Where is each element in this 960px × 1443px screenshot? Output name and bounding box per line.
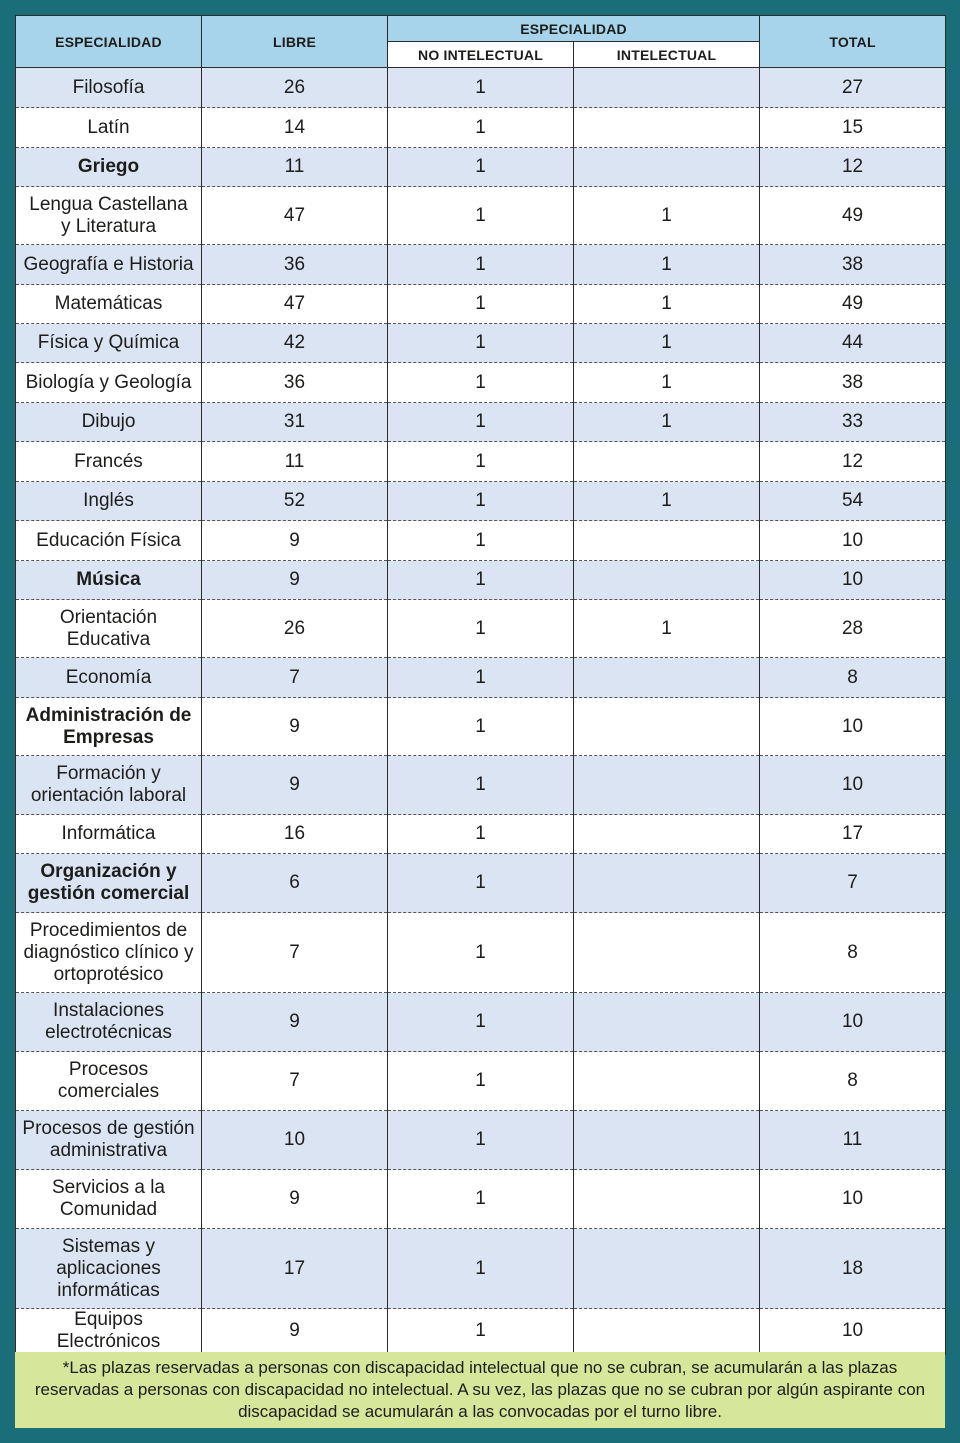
cell-libre: 7 [202,913,388,993]
header-no-intelectual: NO INTELECTUAL [388,42,574,68]
header-libre: LIBRE [202,16,388,68]
cell-libre: 9 [202,756,388,815]
cell-libre: 7 [202,658,388,698]
cell-intelectual [574,68,760,108]
cell-total: 18 [760,1229,946,1309]
cell-intelectual [574,148,760,187]
cell-total: 8 [760,658,946,698]
cell-no-intelectual: 1 [388,1052,574,1111]
cell-no-intelectual: 1 [388,187,574,245]
cell-libre: 14 [202,108,388,148]
cell-intelectual: 1 [574,600,760,658]
cell-intelectual [574,993,760,1052]
cell-intelectual: 1 [574,482,760,521]
cell-libre: 16 [202,815,388,854]
cell-especialidad: Administración de Empresas [16,698,202,756]
cell-no-intelectual: 1 [388,1111,574,1170]
table-row [16,521,946,561]
cell-especialidad: Francés [16,442,202,482]
table-row [16,187,946,245]
table-row [16,285,946,324]
cell-no-intelectual: 1 [388,403,574,442]
cell-libre: 7 [202,1052,388,1111]
cell-no-intelectual: 1 [388,913,574,993]
cell-especialidad: Procesos de gestión administrativa [16,1111,202,1170]
cell-total: 12 [760,148,946,187]
cell-no-intelectual: 1 [388,993,574,1052]
header-especialidad-group: ESPECIALIDAD [388,16,760,42]
table-row [16,815,946,854]
cell-intelectual [574,1170,760,1229]
cell-especialidad: Servicios a la Comunidad [16,1170,202,1229]
cell-especialidad: Música [16,561,202,600]
cell-no-intelectual: 1 [388,698,574,756]
cell-intelectual: 1 [574,187,760,245]
cell-no-intelectual: 1 [388,245,574,285]
cell-total: 27 [760,68,946,108]
cell-no-intelectual: 1 [388,148,574,187]
cell-especialidad: Sistemas y aplicaciones informáticas [16,1229,202,1309]
table-body [16,68,946,1355]
cell-total: 44 [760,324,946,363]
cell-intelectual [574,815,760,854]
cell-especialidad: Inglés [16,482,202,521]
cell-total: 10 [760,993,946,1052]
cell-libre: 52 [202,482,388,521]
cell-intelectual [574,108,760,148]
cell-no-intelectual: 1 [388,521,574,561]
footnote: *Las plazas reservadas a personas con discapacidad intelectual que no se cubran, se acumularán a las plazas reservadas a personas con discapacidad no intelectual. A su vez, las plazas que no se cubran por algún aspirante con discapacidad se acumularán a las convocadas por el turno libre. [15,1352,945,1428]
cell-especialidad: Dibujo [16,403,202,442]
table-row [16,1111,946,1170]
cell-no-intelectual: 1 [388,442,574,482]
table-row [16,913,946,993]
table-row [16,1229,946,1309]
cell-libre: 42 [202,324,388,363]
cell-total: 49 [760,285,946,324]
cell-especialidad: Procedimientos de diagnóstico clínico y ortoprotésico [16,913,202,993]
cell-especialidad: Biología y Geología [16,363,202,403]
cell-intelectual: 1 [574,363,760,403]
cell-total: 10 [760,756,946,815]
table-row [16,698,946,756]
cell-libre: 9 [202,521,388,561]
table-row [16,68,946,108]
cell-total: 15 [760,108,946,148]
cell-intelectual: 1 [574,285,760,324]
cell-intelectual [574,1111,760,1170]
cell-no-intelectual: 1 [388,68,574,108]
cell-intelectual [574,1229,760,1309]
cell-libre: 26 [202,600,388,658]
cell-total: 7 [760,854,946,913]
table-row [16,561,946,600]
cell-total: 11 [760,1111,946,1170]
cell-no-intelectual: 1 [388,854,574,913]
cell-no-intelectual: 1 [388,1229,574,1309]
table-row [16,854,946,913]
cell-libre: 10 [202,1111,388,1170]
cell-especialidad: Lengua Castellana y Literatura [16,187,202,245]
cell-intelectual: 1 [574,324,760,363]
cell-libre: 36 [202,245,388,285]
cell-libre: 17 [202,1229,388,1309]
table-header [16,16,946,68]
cell-intelectual: 1 [574,403,760,442]
cell-no-intelectual: 1 [388,600,574,658]
cell-libre: 6 [202,854,388,913]
cell-libre: 9 [202,1170,388,1229]
cell-especialidad: Matemáticas [16,285,202,324]
cell-especialidad: Economía [16,658,202,698]
header-intelectual: INTELECTUAL [574,42,760,68]
cell-no-intelectual: 1 [388,482,574,521]
cell-no-intelectual: 1 [388,108,574,148]
table-row [16,108,946,148]
cell-libre: 9 [202,1309,388,1355]
cell-especialidad: Filosofía [16,68,202,108]
cell-total: 54 [760,482,946,521]
cell-total: 8 [760,913,946,993]
table-row [16,363,946,403]
cell-libre: 9 [202,698,388,756]
header-especialidad: ESPECIALIDAD [16,16,202,68]
table-row [16,1309,946,1355]
table-row [16,658,946,698]
cell-total: 10 [760,698,946,756]
cell-especialidad: Procesos comerciales [16,1052,202,1111]
cell-no-intelectual: 1 [388,285,574,324]
table-frame [15,15,945,1428]
cell-no-intelectual: 1 [388,815,574,854]
cell-especialidad: Educación Física [16,521,202,561]
cell-especialidad: Física y Química [16,324,202,363]
table-row [16,756,946,815]
table-row [16,1170,946,1229]
table-row [16,482,946,521]
cell-libre: 47 [202,285,388,324]
cell-especialidad: Formación y orientación laboral [16,756,202,815]
cell-intelectual [574,913,760,993]
cell-no-intelectual: 1 [388,363,574,403]
cell-libre: 11 [202,148,388,187]
cell-total: 38 [760,245,946,285]
cell-intelectual [574,521,760,561]
cell-especialidad: Geografía e Historia [16,245,202,285]
cell-libre: 36 [202,363,388,403]
cell-libre: 9 [202,561,388,600]
table-row [16,245,946,285]
cell-no-intelectual: 1 [388,324,574,363]
cell-total: 28 [760,600,946,658]
cell-intelectual [574,1309,760,1355]
cell-intelectual [574,658,760,698]
cell-intelectual [574,561,760,600]
cell-total: 38 [760,363,946,403]
cell-especialidad: Organización y gestión comercial [16,854,202,913]
cell-intelectual: 1 [574,245,760,285]
table-row [16,993,946,1052]
table-row [16,442,946,482]
cell-no-intelectual: 1 [388,561,574,600]
cell-no-intelectual: 1 [388,1309,574,1355]
table-row [16,1052,946,1111]
cell-total: 10 [760,1170,946,1229]
cell-especialidad: Griego [16,148,202,187]
cell-total: 10 [760,521,946,561]
cell-libre: 11 [202,442,388,482]
cell-intelectual [574,1052,760,1111]
cell-total: 8 [760,1052,946,1111]
cell-especialidad: Equipos Electrónicos [16,1309,202,1355]
header-total: TOTAL [760,16,946,68]
cell-total: 10 [760,561,946,600]
cell-no-intelectual: 1 [388,658,574,698]
cell-total: 49 [760,187,946,245]
plazas-table [15,15,946,1355]
cell-especialidad: Orientación Educativa [16,600,202,658]
table-row [16,324,946,363]
cell-intelectual [574,854,760,913]
cell-libre: 47 [202,187,388,245]
cell-total: 17 [760,815,946,854]
cell-total: 12 [760,442,946,482]
cell-especialidad: Latín [16,108,202,148]
cell-libre: 9 [202,993,388,1052]
cell-especialidad: Instalaciones electrotécnicas [16,993,202,1052]
cell-intelectual [574,756,760,815]
cell-libre: 31 [202,403,388,442]
table-row [16,148,946,187]
cell-no-intelectual: 1 [388,1170,574,1229]
cell-libre: 26 [202,68,388,108]
cell-total: 10 [760,1309,946,1355]
table-row [16,600,946,658]
table-row [16,403,946,442]
cell-especialidad: Informática [16,815,202,854]
cell-no-intelectual: 1 [388,756,574,815]
cell-total: 33 [760,403,946,442]
cell-intelectual [574,442,760,482]
cell-intelectual [574,698,760,756]
